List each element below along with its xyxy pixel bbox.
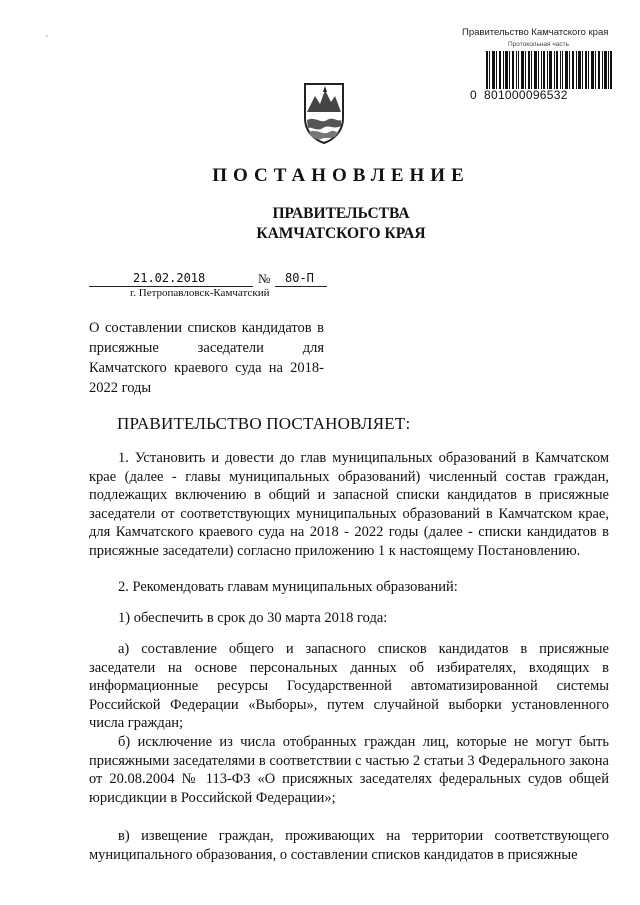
registration-prefix: 0 — [470, 88, 477, 102]
number-sign: № — [258, 271, 271, 286]
document-city: г. Петропавловск-Камчатский — [130, 287, 270, 299]
barcode — [486, 51, 612, 89]
paragraph-1 — [89, 449, 609, 560]
authority-line-1: ПРАВИТЕЛЬСТВА — [272, 205, 410, 222]
paragraph-2 — [89, 578, 609, 597]
paragraph-3 — [89, 609, 609, 628]
paragraph-5 — [89, 733, 609, 807]
margin-mark: ' — [46, 34, 48, 45]
document-date: 21.02.2018 — [133, 271, 206, 285]
document-title: ПОСТАНОВЛЕНИЕ — [212, 165, 470, 186]
paragraph-text: 2. Рекомендовать главам муниципальных образований: — [118, 579, 458, 595]
document-subject: О составлении списков кандидатов в присяжные заседатели для Камчатского краевого суда на 2018-2022 годы — [89, 320, 324, 396]
decree-heading: ПРАВИТЕЛЬСТВО ПОСТАНОВЛЯЕТ: — [117, 414, 411, 433]
paragraph-6 — [89, 827, 609, 864]
stamp-organization: Правительство Камчатского края — [462, 27, 609, 38]
paragraph-text: 1) обеспечить в срок до 30 марта 2018 года: — [118, 610, 388, 626]
paragraph-text: б) исключение из числа отобранных граждан лиц, которые не могут быть присяжными заседателями в соответствии с частью 2 статьи 3 Федерального закона от 20.08.2004 № 113-ФЗ «О присяжных заседателях федеральных судов общей юрисдикции в Российской Федерации»; — [89, 734, 609, 806]
paragraph-text: в) извещение граждан, проживающих на территории соответствующего муниципального образования, о составлении списков кандидатов в присяжные — [89, 828, 609, 863]
paragraph-4 — [89, 640, 609, 733]
document-number: 80-П — [285, 271, 314, 285]
coat-of-arms-icon — [303, 82, 345, 144]
stamp-section: Протокольная часть — [508, 41, 569, 48]
paragraph-text: 1. Установить и довести до глав муниципальных образований в Камчатском крае (далее - главы муниципальных образований) численный состав граждан, подлежащих включению в общий и запасной списки кандидатов в присяжные заседатели от соответствующих муниципальных образований в Камчатском крае, для Камчатского краевого суда на 2018 - 2022 годы (далее - списки кандидатов в присяжные заседатели) согласно приложению 1 к настоящему Постановлению. — [89, 450, 609, 559]
paragraph-text: а) составление общего и запасного списков кандидатов в присяжные заседатели на основе персональных данных об избирателях, входящих в информационные ресурсы Государственной автоматизированной системы Российской Федерации «Выборы», путем случайной выборки установленного числа граждан; — [89, 641, 609, 731]
authority-line-2: КАМЧАТСКОГО КРАЯ — [256, 225, 426, 242]
number-underline — [275, 286, 327, 287]
registration-number: 801000096532 — [484, 88, 568, 102]
